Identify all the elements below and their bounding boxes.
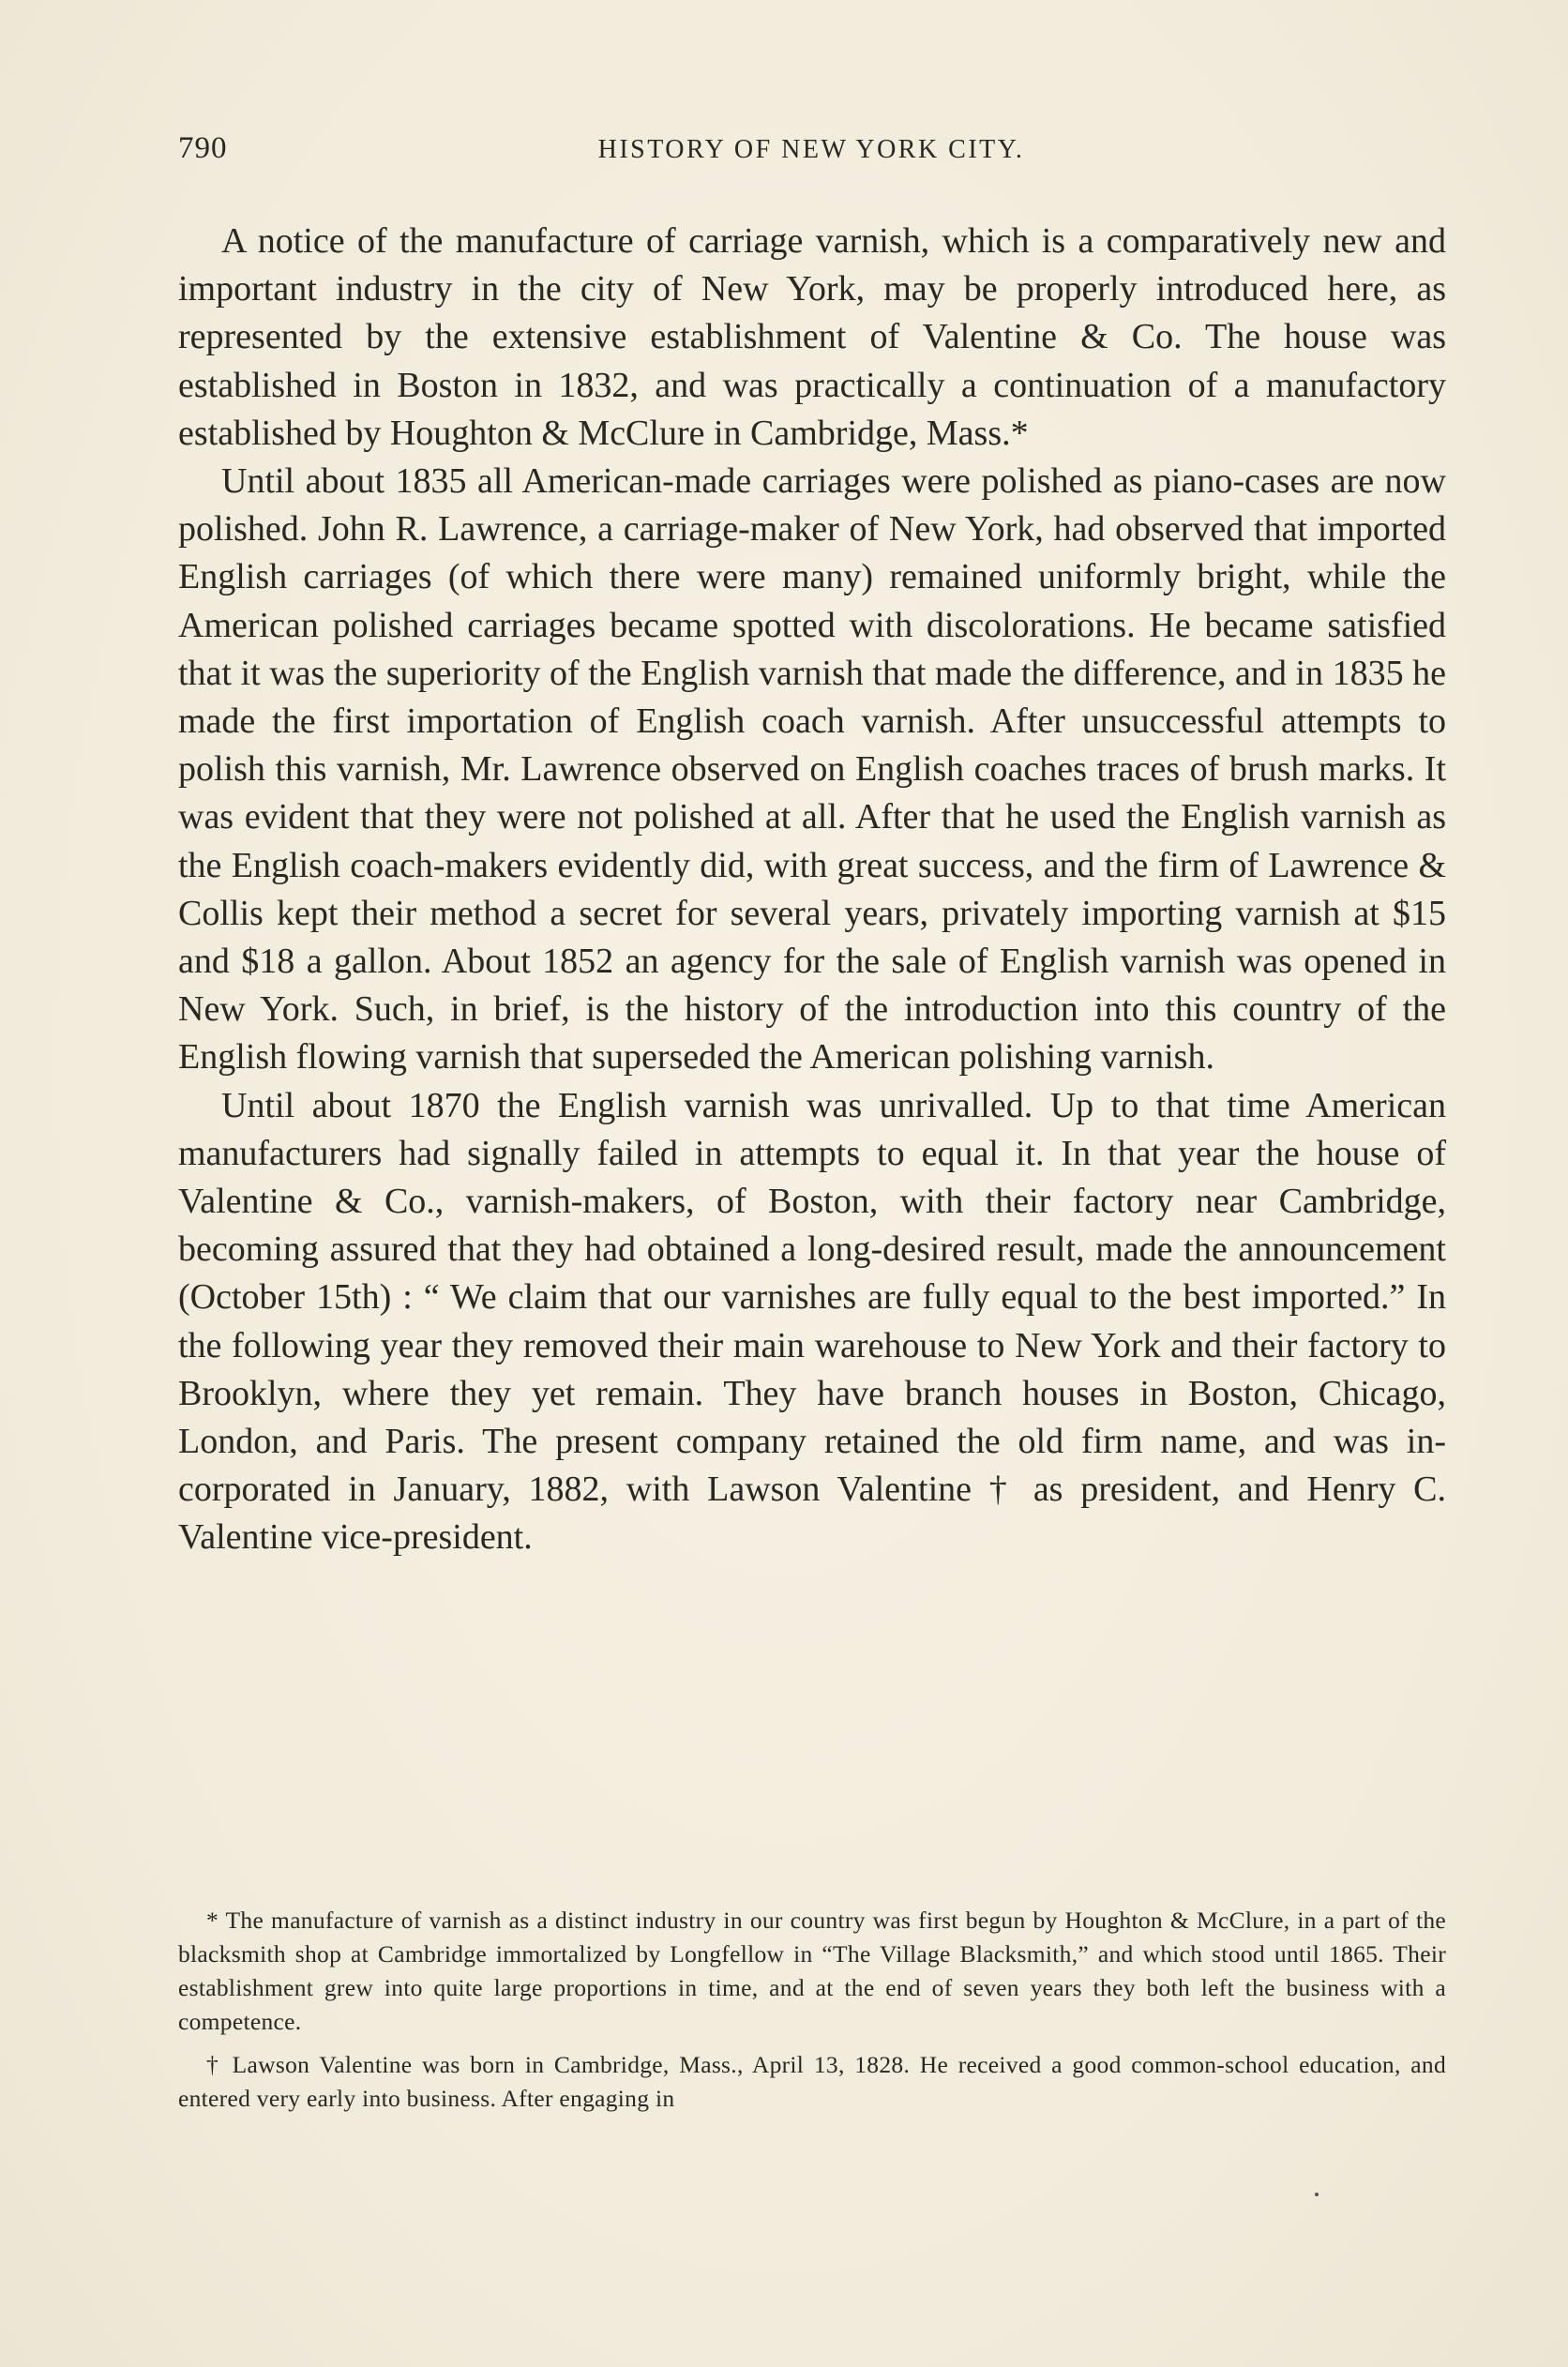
body-text	[178, 218, 1446, 1562]
running-title: HISTORY OF NEW YORK CITY.	[597, 135, 1025, 164]
page-header	[178, 131, 1444, 178]
ink-speck	[1315, 2193, 1319, 2196]
paragraph: A notice of the manufacture of carriage varnish, which is a comparatively new and important industry in the city of New York, may be properly introduced here, as represented by the extensive establishment of Valentine & Co. The house was established in Boston in 1832, and was practically a continuation of a manufactory established by Houghton & McClure in Cambridge, Mass.*	[178, 221, 1446, 453]
footnote: * The manufacture of varnish as a distinct industry in our country was first begun by Houghton & McClure, in a part of the blacksmith shop at Cambridge immortalized by Longfellow in “The Village Blacksmith,” and which stood until 1865. Their establishment grew into quite large proportions in time, and at the end of seven years they both left the business with a competence.	[178, 1907, 1446, 2035]
footnote: † Lawson Valentine was born in Cambridge, Mass., April 13, 1828. He received a good common-school education, and entered very early into business. After engaging in	[178, 2051, 1446, 2112]
footnotes	[178, 1904, 1446, 2116]
page-number: 790	[178, 131, 228, 165]
paragraph: Until about 1835 all American-made carriages were polished as piano-cases are now polished. John R. Lawrence, a carriage-maker of New York, had observed that imported English carriages (of which there were many) remained uniformly bright, while the American polished carriages became spotted with discolorations. He became satisfied that it was the superiority of the English varnish that made the difference, and in 1835 he made the first importation of English coach varnish. After unsuccessful attempts to polish this varnish, Mr. Lawrence observed on English coaches traces of brush marks. It was evident that they were not polished at all. After that he used the English varnish as the English coach-makers evidently did, with great success, and the firm of Lawrence & Collis kept their method a secret for several years, privately importing varnish at $15 and $18 a gallon. About 1852 an agency for the sale of English varnish was opened in New York. Such, in brief, is the history of the introduction into this country of the English flowing varnish that superseded the American polishing varnish.	[178, 461, 1446, 1078]
paragraph: Until about 1870 the English varnish was unrivalled. Up to that time American manufacturers had signally failed in attempts to equal it. In that year the house of Valentine & Co., varnish-makers, of Boston, with their factory near Cambridge, becoming assured that they had obtained a long-desired result, made the announcement (October 15th) : “ We claim that our varnishes are fully equal to the best imported.” In the following year they removed their main warehouse to New York and their factory to Brooklyn, where they yet remain. They have branch houses in Boston, Chicago, London, and Paris. The present company retained the old firm name, and was incorporated in January, 1882, with Lawson Valentine † as president, and Henry C. Valentine vice-president.	[178, 1085, 1446, 1558]
